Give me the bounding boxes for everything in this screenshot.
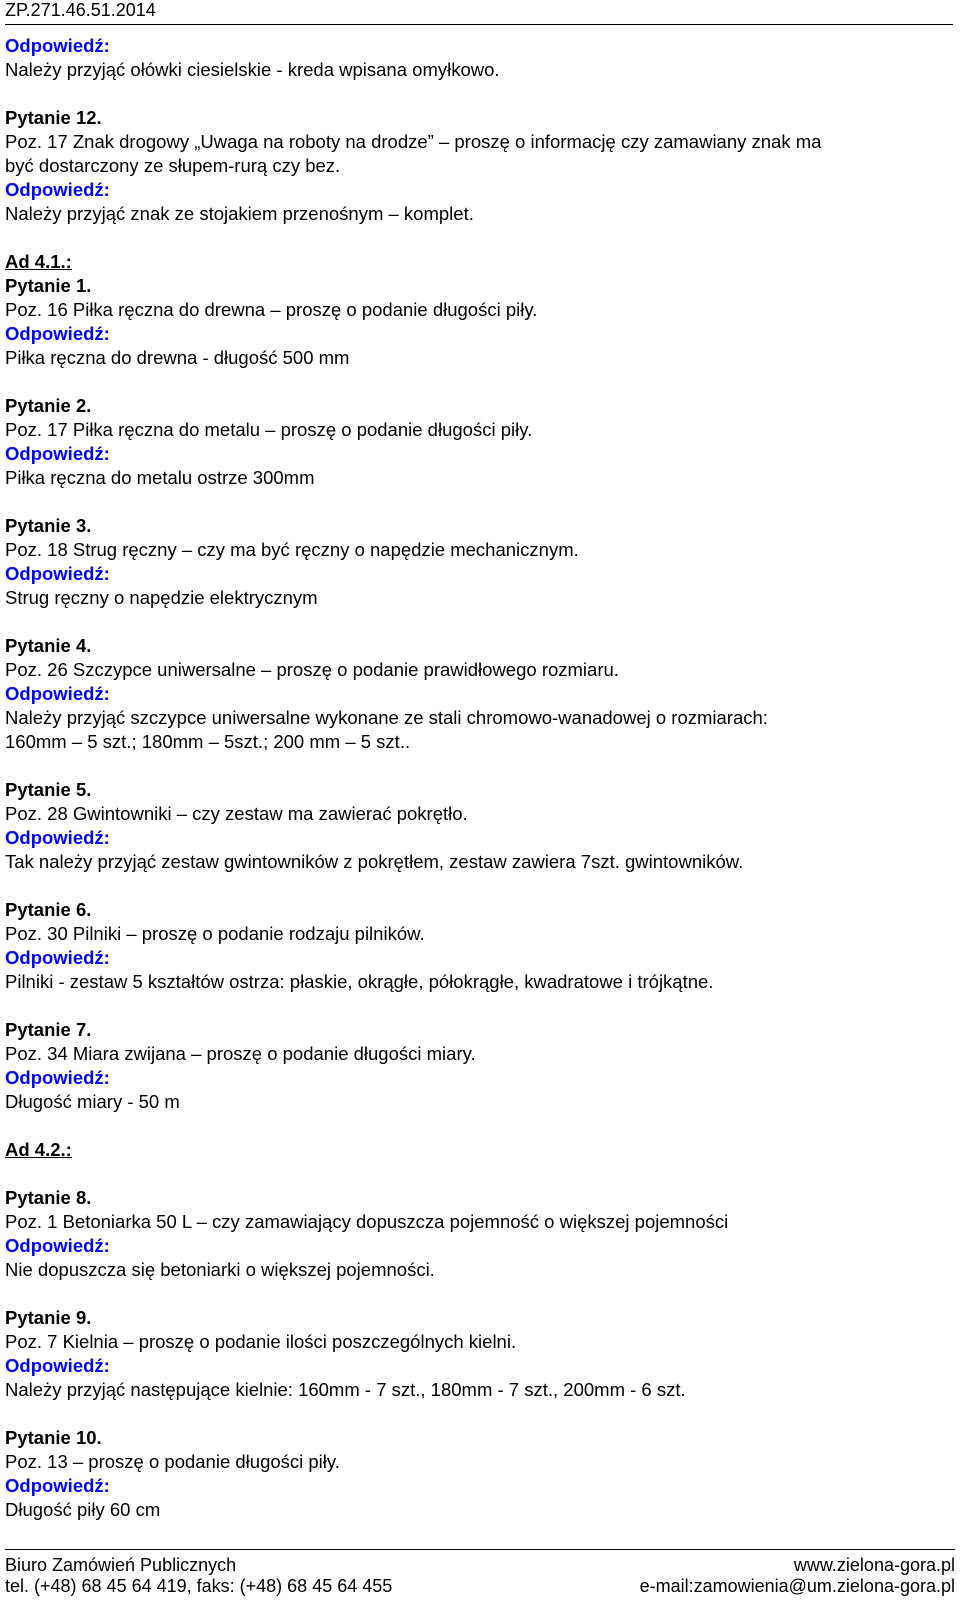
text-line <box>5 298 950 322</box>
text-line <box>5 850 950 874</box>
answer-label-text: Odpowiedź: <box>5 683 110 704</box>
footer-website: www.zielona-gora.pl <box>793 1555 955 1575</box>
text-line-content: Poz. 34 Miara zwijana – proszę o podanie długości miary. <box>5 1043 476 1064</box>
page-header <box>5 0 953 25</box>
text-line <box>5 1378 950 1402</box>
question-heading-text: Pytanie 12. <box>5 107 102 128</box>
blank-line <box>5 490 950 514</box>
text-line-content: Należy przyjąć następujące kielnie: 160mm - 7 szt., 180mm - 7 szt., 200mm - 6 szt. <box>5 1379 686 1400</box>
text-line-content: Długość miary - 50 m <box>5 1091 180 1112</box>
text-line-content: Należy przyjąć szczypce uniwersalne wykonane ze stali chromowo-wanadowej o rozmiarach: <box>5 707 768 728</box>
text-line-content: Nie dopuszcza się betoniarki o większej pojemności. <box>5 1259 435 1280</box>
footer-email: e-mail:zamowienia@um.zielona-gora.pl <box>639 1576 955 1596</box>
text-line <box>5 730 950 754</box>
text-line <box>5 1330 950 1354</box>
text-line-content: Piłka ręczna do metalu ostrze 300mm <box>5 467 315 488</box>
question-heading <box>5 778 950 802</box>
text-line <box>5 202 950 226</box>
question-heading <box>5 1186 950 1210</box>
text-line <box>5 1258 950 1282</box>
text-line-content: Poz. 30 Pilniki – proszę o podanie rodzaju pilników. <box>5 923 425 944</box>
blank-line <box>5 1282 950 1306</box>
text-line-content: Poz. 1 Betoniarka 50 L – czy zamawiający dopuszcza pojemność o większej pojemności <box>5 1211 729 1232</box>
answer-label-text: Odpowiedź: <box>5 1355 110 1376</box>
answer-label <box>5 442 950 466</box>
text-line-content: Długość piły 60 cm <box>5 1499 161 1520</box>
question-heading <box>5 898 950 922</box>
footer-row-2 <box>5 1575 955 1597</box>
question-heading-text: Pytanie 8. <box>5 1187 92 1208</box>
question-heading-text: Pytanie 5. <box>5 779 92 800</box>
answer-label <box>5 34 950 58</box>
question-heading <box>5 394 950 418</box>
question-heading-text: Pytanie 9. <box>5 1307 92 1328</box>
text-line <box>5 658 950 682</box>
answer-label <box>5 1354 950 1378</box>
footer-row-1 <box>5 1554 955 1576</box>
section-heading-text: Ad 4.1.: <box>5 251 72 272</box>
question-heading <box>5 1018 950 1042</box>
text-line <box>5 706 950 730</box>
answer-label <box>5 682 950 706</box>
blank-line <box>5 82 950 106</box>
blank-line <box>5 1162 950 1186</box>
footer-phone-fax: tel. (+48) 68 45 64 419, faks: (+48) 68 45 64 455 <box>5 1576 393 1596</box>
answer-label <box>5 1066 950 1090</box>
text-line <box>5 154 950 178</box>
blank-line <box>5 610 950 634</box>
text-line <box>5 1042 950 1066</box>
text-line <box>5 1210 950 1234</box>
text-line-content: 160mm – 5 szt.; 180mm – 5szt.; 200 mm – 5 szt.. <box>5 731 411 752</box>
text-line <box>5 802 950 826</box>
text-line-content: Poz. 13 – proszę o podanie długości piły. <box>5 1451 340 1472</box>
text-line-content: Strug ręczny o napędzie elektrycznym <box>5 587 318 608</box>
answer-label-text: Odpowiedź: <box>5 1475 110 1496</box>
blank-line <box>5 874 950 898</box>
answer-label <box>5 562 950 586</box>
page-footer <box>5 1549 955 1598</box>
text-line-content: Poz. 7 Kielnia – proszę o podanie ilości poszczególnych kielni. <box>5 1331 517 1352</box>
question-heading <box>5 1426 950 1450</box>
document-body <box>5 34 950 1522</box>
answer-label-text: Odpowiedź: <box>5 947 110 968</box>
question-heading <box>5 634 950 658</box>
text-line <box>5 586 950 610</box>
text-line <box>5 130 950 154</box>
question-heading-text: Pytanie 1. <box>5 275 92 296</box>
question-heading <box>5 106 950 130</box>
section-heading-text: Ad 4.2.: <box>5 1139 72 1160</box>
answer-label <box>5 1234 950 1258</box>
text-line-content: Piłka ręczna do drewna - długość 500 mm <box>5 347 350 368</box>
question-heading-text: Pytanie 3. <box>5 515 92 536</box>
text-line <box>5 1450 950 1474</box>
section-heading <box>5 1138 950 1162</box>
answer-label-text: Odpowiedź: <box>5 1235 110 1256</box>
text-line <box>5 346 950 370</box>
text-line <box>5 538 950 562</box>
answer-label-text: Odpowiedź: <box>5 827 110 848</box>
question-heading-text: Pytanie 10. <box>5 1427 102 1448</box>
text-line-content: Należy przyjąć ołówki ciesielskie - kreda wpisana omyłkowo. <box>5 59 500 80</box>
question-heading <box>5 514 950 538</box>
section-heading <box>5 250 950 274</box>
text-line <box>5 58 950 82</box>
text-line-content: Poz. 16 Piłka ręczna do drewna – proszę o podanie długości piły. <box>5 299 538 320</box>
question-heading-text: Pytanie 6. <box>5 899 92 920</box>
answer-label-text: Odpowiedź: <box>5 179 110 200</box>
text-line <box>5 418 950 442</box>
answer-label-text: Odpowiedź: <box>5 323 110 344</box>
answer-label-text: Odpowiedź: <box>5 1067 110 1088</box>
text-line-content: Poz. 18 Strug ręczny – czy ma być ręczny o napędzie mechanicznym. <box>5 539 579 560</box>
text-line <box>5 1090 950 1114</box>
answer-label-text: Odpowiedź: <box>5 35 110 56</box>
question-heading <box>5 1306 950 1330</box>
blank-line <box>5 1402 950 1426</box>
answer-label <box>5 946 950 970</box>
blank-line <box>5 370 950 394</box>
text-line-content: Poz. 28 Gwintowniki – czy zestaw ma zawierać pokrętło. <box>5 803 468 824</box>
text-line-content: Poz. 17 Piłka ręczna do metalu – proszę o podanie długości piły. <box>5 419 533 440</box>
blank-line <box>5 754 950 778</box>
text-line <box>5 922 950 946</box>
answer-label <box>5 826 950 850</box>
text-line-content: Pilniki - zestaw 5 kształtów ostrza: płaskie, okrągłe, półokrągłe, kwadratowe i trójkątne. <box>5 971 714 992</box>
answer-label <box>5 1474 950 1498</box>
question-heading-text: Pytanie 2. <box>5 395 92 416</box>
text-line-content: Należy przyjąć znak ze stojakiem przenośnym – komplet. <box>5 203 474 224</box>
text-line <box>5 970 950 994</box>
blank-line <box>5 226 950 250</box>
question-heading <box>5 274 950 298</box>
text-line <box>5 1498 950 1522</box>
question-heading-text: Pytanie 7. <box>5 1019 92 1040</box>
question-heading-text: Pytanie 4. <box>5 635 92 656</box>
document-reference-number: ZP.271.46.51.2014 <box>5 0 156 20</box>
answer-label <box>5 322 950 346</box>
answer-label-text: Odpowiedź: <box>5 563 110 584</box>
footer-office-name: Biuro Zamówień Publicznych <box>5 1555 237 1575</box>
text-line-content: Tak należy przyjąć zestaw gwintowników z pokrętłem, zestaw zawiera 7szt. gwintowników. <box>5 851 744 872</box>
answer-label <box>5 178 950 202</box>
blank-line <box>5 1114 950 1138</box>
answer-label-text: Odpowiedź: <box>5 443 110 464</box>
text-line-content: Poz. 17 Znak drogowy „Uwaga na roboty na drodze” – proszę o informację czy zamawiany znak ma <box>5 131 822 152</box>
text-line-content: Poz. 26 Szczypce uniwersalne – proszę o podanie prawidłowego rozmiaru. <box>5 659 619 680</box>
text-line-content: być dostarczony ze słupem-rurą czy bez. <box>5 155 341 176</box>
blank-line <box>5 994 950 1018</box>
text-line <box>5 466 950 490</box>
